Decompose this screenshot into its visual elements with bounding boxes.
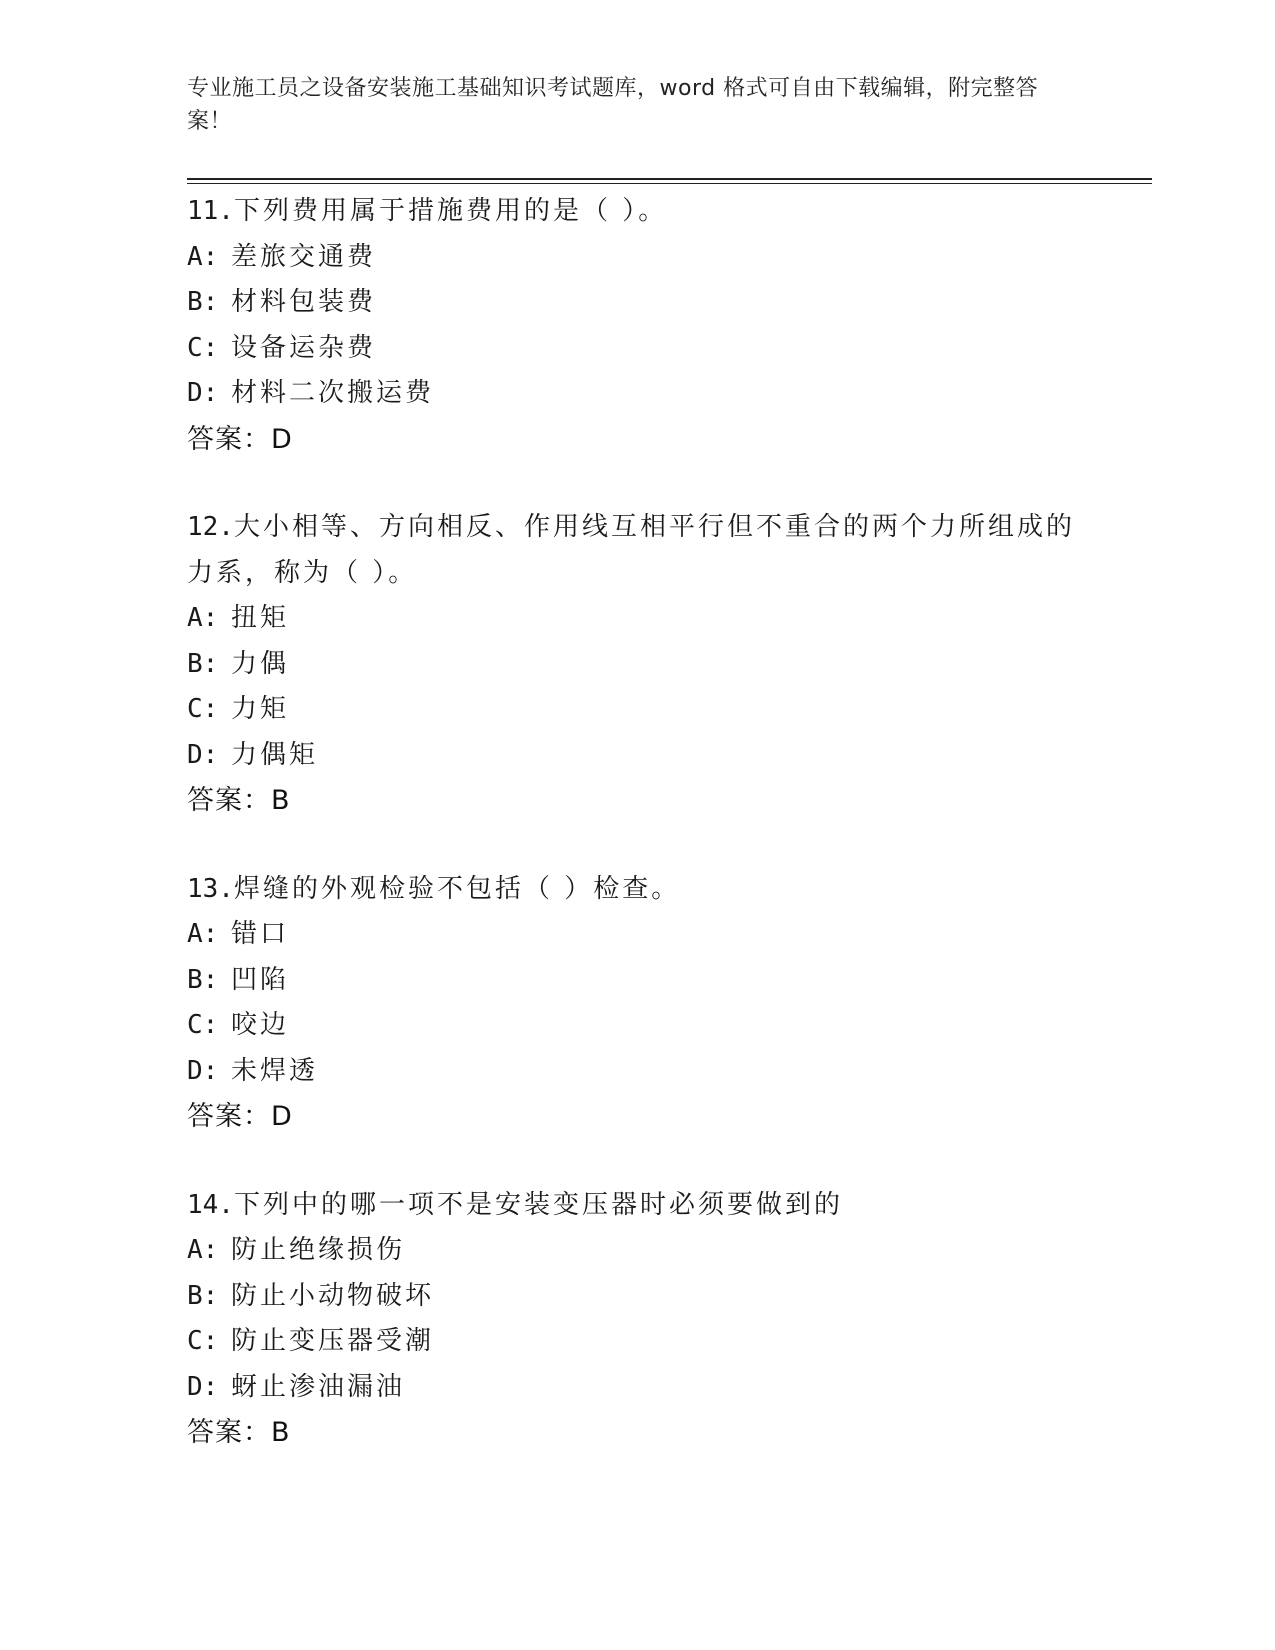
option-key: B: [187, 1280, 219, 1311]
question-list [187, 189, 1087, 1499]
question-stem [187, 189, 1087, 235]
option-text: 防止绝缘损伤 [231, 1235, 406, 1265]
option-text: 错口 [231, 919, 290, 949]
option-key: B: [187, 287, 219, 317]
header-rule-thin [187, 183, 1152, 184]
option-key: C: [187, 1326, 219, 1356]
question-number: 13. [187, 873, 234, 904]
option-d [187, 1365, 1087, 1411]
option-a [187, 596, 1087, 642]
question-12 [187, 505, 1087, 824]
option-c [187, 687, 1087, 733]
option-a [187, 1228, 1087, 1274]
question-text: 焊缝的外观检验不包括（ ）检查。 [233, 873, 681, 904]
question-text: 大小相等、方向相反、作用线互相平行但不重合的两个力所组成的力系，称为（ ）。 [187, 512, 1075, 588]
option-text: 材料包装费 [231, 287, 377, 317]
option-key: B: [187, 964, 219, 995]
option-key: A: [187, 241, 219, 272]
option-b [187, 280, 1087, 326]
option-text: 蚜止渗油漏油 [231, 1371, 406, 1402]
option-key: D: [187, 378, 219, 408]
answer-line: 答案：D [187, 1101, 293, 1132]
option-text: 防止小动物破坏 [231, 1280, 435, 1311]
option-text: 力偶矩 [231, 739, 319, 770]
answer-line: 答案：B [187, 1417, 291, 1448]
option-text: 凹陷 [231, 964, 290, 995]
question-14 [187, 1183, 1087, 1456]
option-text: 力矩 [231, 694, 290, 724]
option-key: D: [187, 739, 219, 770]
question-number: 11. [187, 196, 234, 226]
question-text: 下列费用属于措施费用的是（ ）。 [233, 196, 668, 226]
option-text: 力偶 [231, 648, 290, 679]
option-a [187, 235, 1087, 281]
option-key: D: [187, 1371, 219, 1402]
option-d [187, 733, 1087, 779]
option-key: D: [187, 1055, 219, 1086]
question-stem [187, 1183, 1087, 1229]
header-rule-thick [187, 178, 1152, 180]
option-text: 咬边 [231, 1010, 290, 1040]
option-c [187, 326, 1087, 372]
answer-line: 答案：B [187, 785, 291, 816]
option-text: 材料二次搬运费 [231, 378, 435, 408]
question-text: 下列中的哪一项不是安装变压器时必须要做到的 [233, 1189, 843, 1220]
option-text: 未焊透 [231, 1055, 319, 1086]
document-header: 专业施工员之设备安装施工基础知识考试题库，word 格式可自由下载编辑，附完整答案！ [187, 76, 1039, 134]
question-stem [187, 505, 1087, 596]
option-text: 差旅交通费 [231, 241, 377, 272]
option-key: C: [187, 694, 219, 724]
question-number: 14. [187, 1189, 234, 1220]
option-key: A: [187, 1235, 219, 1265]
option-key: B: [187, 648, 219, 679]
question-11 [187, 189, 1087, 462]
question-stem [187, 867, 1087, 913]
option-d [187, 1049, 1087, 1095]
option-c [187, 1003, 1087, 1049]
question-13 [187, 867, 1087, 1140]
option-text: 防止变压器受潮 [231, 1326, 435, 1356]
option-d [187, 371, 1087, 417]
option-key: A: [187, 919, 219, 949]
option-b [187, 958, 1087, 1004]
option-a [187, 912, 1087, 958]
option-b [187, 1274, 1087, 1320]
option-b [187, 642, 1087, 688]
question-number: 12. [187, 512, 234, 542]
answer-line: 答案：D [187, 423, 293, 455]
option-c [187, 1319, 1087, 1365]
option-text: 扭矩 [231, 603, 290, 633]
option-key: C: [187, 1010, 219, 1040]
option-key: A: [187, 603, 219, 633]
option-key: C: [187, 332, 219, 363]
option-text: 设备运杂费 [231, 332, 377, 363]
